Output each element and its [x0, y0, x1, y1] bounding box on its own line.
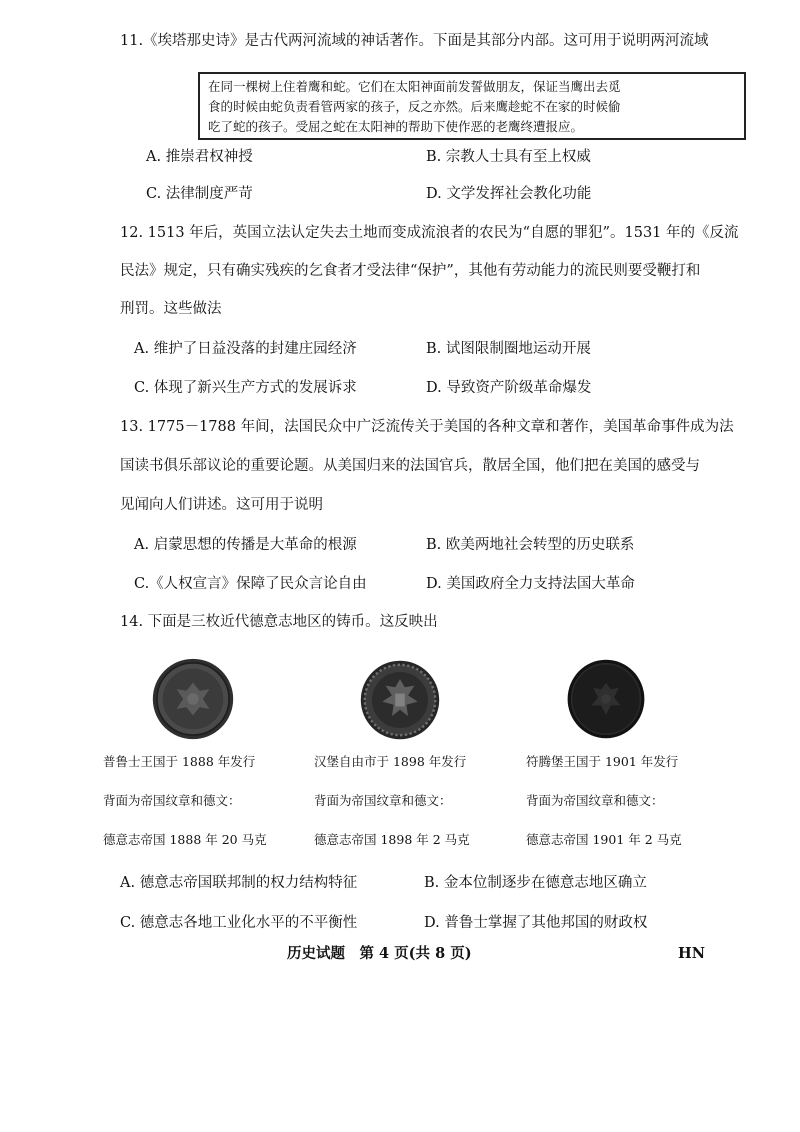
coin-prussia-svg — [152, 658, 234, 740]
coin3-caption-1: 符腾堡王国于 1901 年发行 — [526, 754, 679, 769]
q13-option-b: B. 欧美两地社会转型的历史联系 — [426, 537, 635, 553]
q13-option-c: C.《人权宣言》保障了民众言论自由 — [134, 576, 367, 592]
coin1-caption-3: 德意志帝国 1888 年 20 马克 — [103, 832, 267, 847]
q11-option-b: B. 宗教人士具有至上权威 — [426, 149, 591, 165]
coin2-caption-1: 汉堡自由市于 1898 年发行 — [314, 754, 467, 769]
paper-code: HN — [678, 945, 705, 962]
q12-line-3: 刑罚。这些做法 — [120, 301, 222, 317]
coin3-caption-3: 德意志帝国 1901 年 2 马克 — [526, 832, 682, 847]
q11-option-d: D. 文学发挥社会教化功能 — [426, 186, 592, 202]
q14-stem: 14. 下面是三枚近代德意志地区的铸币。这反映出 — [120, 614, 438, 630]
q12-option-c: C. 体现了新兴生产方式的发展诉求 — [134, 380, 357, 396]
q11-quote-line-3: 吃了蛇的孩子。受屈之蛇在太阳神的帮助下使作恶的老鹰终遭报应。 — [208, 119, 584, 134]
q11-option-c: C. 法律制度严苛 — [146, 186, 253, 202]
q12-option-b: B. 试图限制圈地运动开展 — [426, 341, 591, 357]
q13-line-1: 13. 1775－1788 年间，法国民众中广泛流传关于美国的各种文章和著作，美国革命事件成为法 — [120, 419, 734, 435]
q11-quote-line-1: 在同一棵树上住着鹰和蛇。它们在太阳神面前发誓做朋友，保证当鹰出去觅 — [208, 79, 621, 94]
coin-hamburg-svg — [360, 660, 440, 740]
q11-stem: 11.《埃塔那史诗》是古代两河流域的神话著作。下面是其部分内部。这可用于说明两河流域 — [120, 33, 709, 49]
q11-quote-box — [198, 72, 746, 140]
coin3-caption-2: 背面为帝国纹章和德文： — [526, 793, 664, 808]
q14-option-a: A. 德意志帝国联邦制的权力结构特征 — [120, 875, 358, 891]
q12-option-d: D. 导致资产阶级革命爆发 — [426, 380, 592, 396]
q13-line-2: 国读书俱乐部议论的重要论题。从美国归来的法国官兵，散居全国，他们把在美国的感受与 — [120, 458, 700, 474]
coin2-caption-3: 德意志帝国 1898 年 2 马克 — [314, 832, 470, 847]
coin2-caption-2: 背面为帝国纹章和德文： — [314, 793, 452, 808]
q13-line-3: 见闻向人们讲述。这可用于说明 — [120, 497, 323, 513]
coin1-caption-1: 普鲁士王国于 1888 年发行 — [103, 754, 256, 769]
coin-wurttemberg-svg — [566, 658, 646, 740]
q12-line-2: 民法》规定，只有确实残疾的乞食者才受法律“保护”，其他有劳动能力的流民则要受鞭打和 — [120, 263, 701, 279]
q11-quote-line-2: 食的时候由蛇负责看管两家的孩子，反之亦然。后来鹰趁蛇不在家的时候偷 — [208, 99, 621, 114]
coin1-caption-2: 背面为帝国纹章和德文： — [103, 793, 241, 808]
coin-image-prussia — [152, 658, 234, 740]
coin-image-wurttemberg — [566, 658, 646, 740]
q12-option-a: A. 维护了日益没落的封建庄园经济 — [134, 341, 357, 357]
coin-image-hamburg — [360, 660, 440, 740]
q14-option-c: C. 德意志各地工业化水平的不平衡性 — [120, 915, 358, 931]
q13-option-d: D. 美国政府全力支持法国大革命 — [426, 576, 635, 592]
q13-option-a: A. 启蒙思想的传播是大革命的根源 — [134, 537, 357, 553]
q14-option-d: D. 普鲁士掌握了其他邦国的财政权 — [424, 915, 648, 931]
q14-option-b: B. 金本位制逐步在德意志地区确立 — [424, 875, 647, 891]
q12-line-1: 12. 1513 年后，英国立法认定失去土地而变成流浪者的农民为“自愿的罪犯”。1531 年的《反流 — [120, 225, 739, 241]
page-footer: 历史试题 第 4 页(共 8 页) — [287, 945, 472, 962]
q11-option-a: A. 推崇君权神授 — [146, 149, 253, 165]
